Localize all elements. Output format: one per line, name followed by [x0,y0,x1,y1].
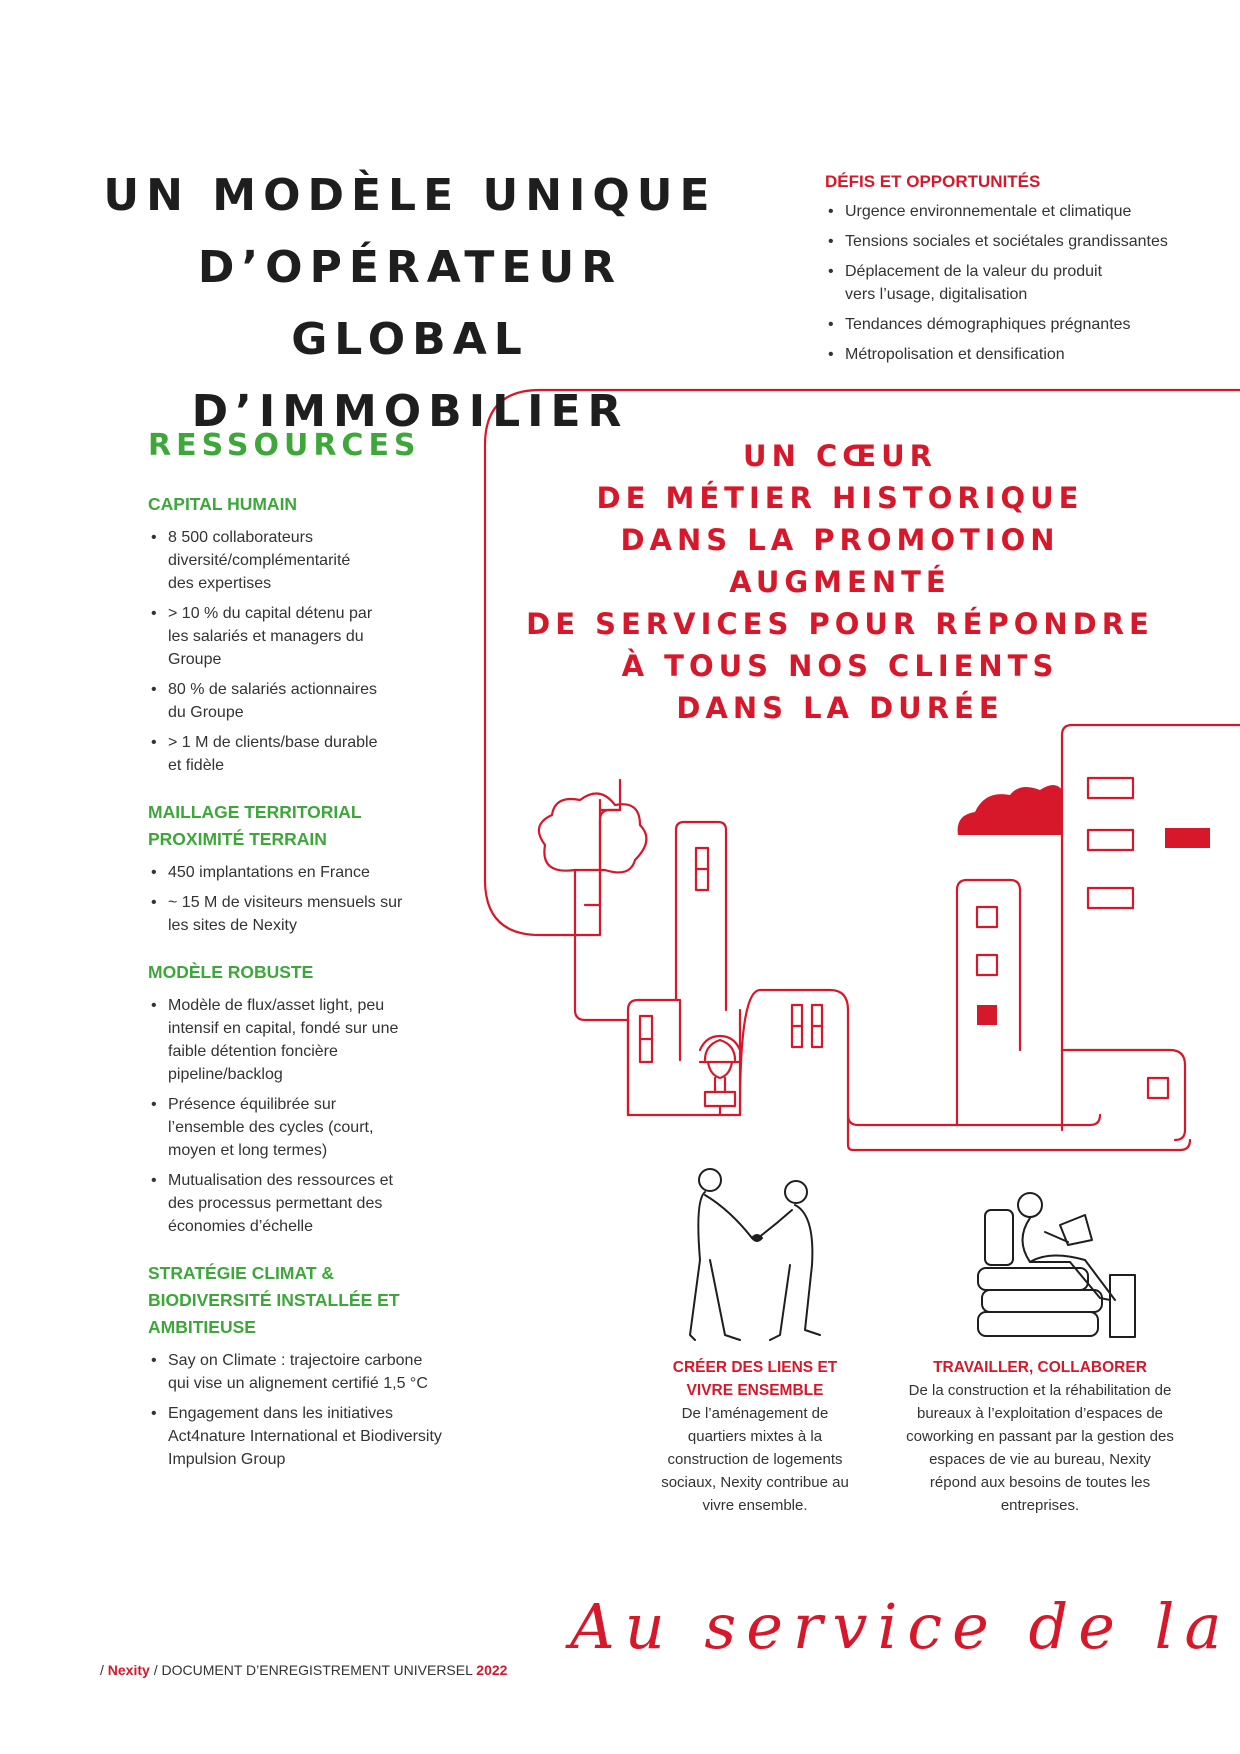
caption-text: De l’aménagement de quartiers mixtes à la construction de logements sociaux, Nexity contribue au vivre ensemble. [661,1405,849,1514]
list-item: • Déplacement de la valeur du produit vers l’usage, digitalisation [825,260,1135,306]
challenges-block [825,172,1225,373]
challenges-list [825,200,1225,366]
core-line: À TOUS NOS CLIENTS [621,649,1059,683]
section-heading: MAILLAGE TERRITORIAL PROXIMITÉ TERRAIN [148,802,362,849]
title-line: D’OPÉRATEUR GLOBAL [197,242,623,365]
resource-section [148,959,478,1238]
core-line: DANS LA DURÉE [676,691,1004,725]
title-line: D’IMMOBILIER [191,386,629,437]
footer-slash: / [153,1662,158,1678]
footer-brand: Nexity [107,1662,150,1678]
resources-title: RESSOURCES [148,428,421,463]
list-item: • > 10 % du capital détenu par les salariés et managers du Groupe [148,602,378,671]
section-list [148,994,403,1238]
section-list [148,861,408,937]
list-item: • Tensions sociales et sociétales grandissantes [825,230,1225,253]
caption-text: De la construction et la réhabilitation de bureaux à l’exploitation d’espaces de coworking en passant par la gestion des espaces de vie au bureau, Nexity répond aux besoins de toutes les entreprises. [906,1382,1174,1514]
list-item: • Modèle de flux/asset light, peu intensif en capital, fondé sur une faible détention foncière pipeline/backlog [148,994,403,1086]
section-list [148,526,378,777]
list-item: • Say on Climate : trajectoire carbone qui vise un alignement certifié 1,5 °C [148,1349,448,1395]
handshake-people-icon [690,1169,820,1340]
list-item: • Mutualisation des ressources et des processus permettant des économies d’échelle [148,1169,403,1238]
caption-heading: TRAVAILLER, COLLABORER [933,1359,1147,1376]
list-item: • Urgence environnementale et climatique [825,200,1225,223]
resource-section [148,491,478,777]
list-item: • > 1 M de clients/base durable et fidèle [148,731,378,777]
core-business-statement [520,435,1160,729]
footer-slash: / [100,1662,104,1678]
working-person-icon [978,1193,1135,1337]
section-heading: MODÈLE ROBUSTE [148,962,314,982]
section-list [148,1349,448,1471]
caption-working [890,1356,1190,1517]
list-item: • ~ 15 M de visiteurs mensuels sur les sites de Nexity [148,891,408,937]
cloud-icon [958,785,1062,835]
list-item: • Présence équilibrée sur l’ensemble des cycles (court, moyen et long termes) [148,1093,403,1162]
list-item: • 450 implantations en France [148,861,408,884]
page-footer [100,1662,507,1678]
list-item: • Tendances démographiques prégnantes [825,313,1225,336]
resource-section [148,799,478,937]
list-item: • Engagement dans les initiatives Act4nature International et Biodiversity Impulsion Group [148,1402,448,1471]
section-heading: CAPITAL HUMAIN [148,494,298,514]
list-item: • 80 % de salariés actionnaires du Groupe [148,678,378,724]
window-filled-icon [977,1005,997,1025]
challenges-heading: DÉFIS ET OPPORTUNITÉS [825,172,1041,191]
core-line: DANS LA PROMOTION AUGMENTÉ [620,523,1060,599]
window-filled-icon [1165,828,1210,848]
core-line: UN CŒUR [743,439,937,473]
list-item: • Métropolisation et densification [825,343,1225,366]
core-line: DE SERVICES POUR RÉPONDRE [526,607,1154,641]
caption-living-together [620,1356,890,1517]
title-line: UN MODÈLE UNIQUE [103,170,717,221]
resource-section [148,1260,478,1471]
footer-year: 2022 [476,1662,508,1678]
page-title [100,160,720,448]
resources-block [148,428,478,1493]
section-heading: STRATÉGIE CLIMAT & BIODIVERSITÉ INSTALLÉE ET AMBITIEUSE [148,1263,400,1337]
handwritten-tagline: Au service de la [570,1590,1232,1663]
core-line: DE MÉTIER HISTORIQUE [596,481,1084,515]
list-item: • 8 500 collaborateurs diversité/complémentarité des expertises [148,526,378,595]
footer-document: DOCUMENT D’ENREGISTREMENT UNIVERSEL [161,1662,473,1678]
caption-heading: CRÉER DES LIENS ET VIVRE ENSEMBLE [672,1359,838,1399]
